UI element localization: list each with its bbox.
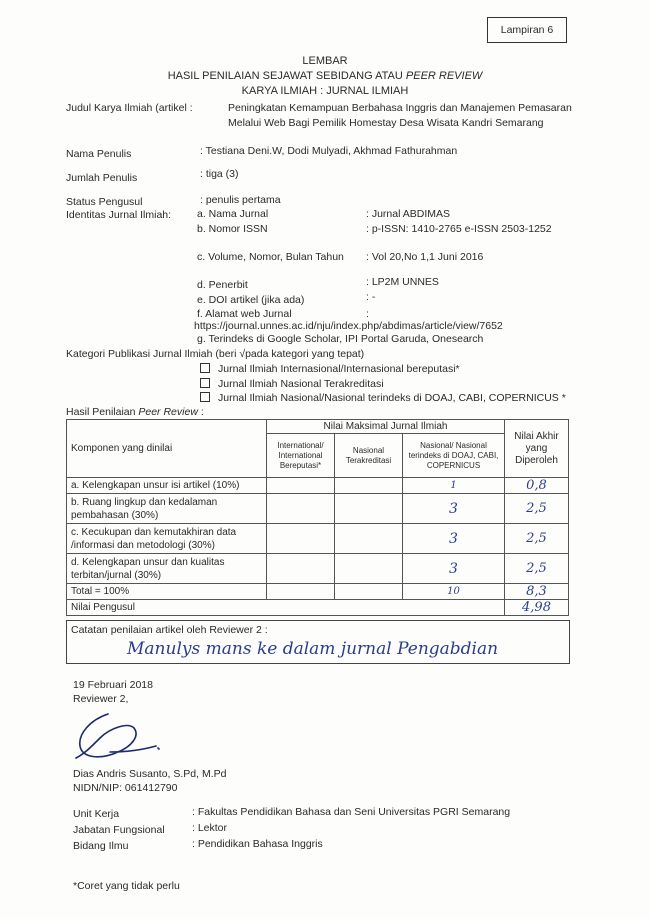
row-akhir: 0,8 [505,478,569,494]
penerbit-label: d. Penerbit [197,279,248,291]
cell-intl [267,554,335,584]
cell-nas [335,524,403,554]
table-row-pengusul [67,600,569,616]
hasil-label: Hasil Penilaian Peer Review : [66,406,204,418]
row-max: 3 [403,524,505,554]
volume-label: c. Volume, Nomor, Bulan Tahun [197,251,344,263]
row-max: 3 [403,494,505,524]
header-international: International/ International Bereputasi* [267,434,335,478]
row-label: a. Kelengkapan unsur isi artikel (10%) [67,478,267,494]
pengusul-label: Nilai Pengusul [67,600,505,616]
jumlah-penulis-value: : tiga (3) [200,168,239,180]
judul-line2: Melalui Web Bagi Pemilik Homestay Desa Wisata Kandri Semarang [228,117,544,129]
header-line2: HASIL PENILAIAN SEJAWAT SEBIDANG ATAU PEER REVIEW [167,70,483,82]
catatan-label: Catatan penilaian artikel oleh Reviewer 2 : [71,624,268,636]
checkbox-icon[interactable] [200,392,210,402]
signature-image [70,706,170,766]
jumlah-penulis-label: Jumlah Penulis [66,172,138,184]
cell-intl [267,494,335,524]
cell-nas [335,584,403,600]
pengusul-value: 4,98 [505,600,569,616]
table-row [67,554,569,584]
header-line3: KARYA ILMIAH : JURNAL ILMIAH [241,85,409,97]
header-nasional-terindeks: Nasional/ Nasional terindeks di DOAJ, CABI, COPERNICUS [403,434,505,478]
total-max: 10 [403,584,505,600]
judul-line1: Peningkatan Kemampuan Berbahasa Inggris dan Manajemen Pemasaran [228,102,572,114]
footnote: *Coret yang tidak perlu [73,880,180,892]
nama-penulis-label: Nama Penulis [66,148,132,160]
header-komponen: Komponen yang dinilai [67,420,267,478]
row-label: c. Kecukupan dan kemutakhiran data /informasi dan metodologi (30%) [67,524,267,554]
cell-nas [335,494,403,524]
volume-value: : Vol 20,No 1,1 Juni 2016 [366,251,484,263]
review-date: 19 Februari 2018 [73,679,153,691]
cell-intl [267,478,335,494]
issn-label: b. Nomor ISSN [197,223,268,235]
header-nasional-akreditasi: Nasional Terakreditasi [335,434,403,478]
doi-label: e. DOI artikel (jika ada) [197,294,305,306]
terindeks-label: g. Terindeks di Google Scholar, IPI Portal Garuda, Onesearch [197,333,484,345]
header-nilai-maks: Nilai Maksimal Jurnal Ilmiah [267,420,505,434]
reviewer-name: Dias Andris Susanto, S.Pd, M.Pd [73,768,227,780]
jabatan-label: Jabatan Fungsional [73,824,165,836]
status-label: Status Pengusul [66,196,143,208]
journal-url[interactable]: https://journal.unnes.ac.id/nju/index.php/abdimas/article/view/7652 [194,320,503,332]
judul-label: Judul Karya Ilmiah (artikel : [66,102,193,114]
nama-penulis-value: : Testiana Deni.W, Dodi Mulyadi, Akhmad Fathurahman [200,145,458,157]
checkbox-icon[interactable] [200,378,210,388]
table-row [67,494,569,524]
nama-jurnal-label: a. Nama Jurnal [197,208,269,220]
total-akhir: 8,3 [505,584,569,600]
unit-value: : Fakultas Pendidikan Bahasa dan Seni Universitas PGRI Semarang [192,806,511,818]
bidang-value: : Pendidikan Bahasa Inggris [192,838,323,850]
web-label: f. Alamat web Jurnal [197,308,292,320]
catatan-handwriting: Manulys mans ke dalam jurnal Pengabdian [127,639,499,659]
cell-nas [335,554,403,584]
table-row [67,524,569,554]
row-akhir: 2,5 [505,524,569,554]
table-row [67,478,569,494]
header-line1: LEMBAR [302,55,348,67]
row-akhir: 2,5 [505,494,569,524]
row-label: d. Kelengkapan unsur dan kualitas terbitan/jurnal (30%) [67,554,267,584]
kategori-label: Kategori Publikasi Jurnal Ilmiah (beri √pada kategori yang tepat) [66,348,365,360]
reviewer-nidn: NIDN/NIP: 061412790 [73,782,178,794]
cell-nas [335,478,403,494]
header-nilai-akhir: Nilai Akhir yang Diperoleh [505,420,569,478]
doi-value: : - [366,291,376,303]
identitas-label: Identitas Jurnal Ilmiah: [66,209,172,221]
status-value: : penulis pertama [200,194,281,206]
penerbit-value: : LP2M UNNES [366,276,439,288]
kategori-option[interactable]: Jurnal Ilmiah Nasional/Nasional terindeks di DOAJ, CABI, COPERNICUS * [200,392,566,404]
cell-intl [267,524,335,554]
reviewer-label: Reviewer 2, [73,693,129,705]
kategori-option[interactable]: Jurnal Ilmiah Internasional/Internasional bereputasi* [200,363,460,375]
catatan-box [66,620,570,664]
row-max: 1 [403,478,505,494]
row-akhir: 2,5 [505,554,569,584]
nama-jurnal-value: : Jurnal ABDIMAS [366,208,451,220]
table-row-total [67,584,569,600]
row-label: b. Ruang lingkup dan kedalaman pembahasan (30%) [67,494,267,524]
total-label: Total = 100% [67,584,267,600]
row-max: 3 [403,554,505,584]
kategori-option[interactable]: Jurnal Ilmiah Nasional Terakreditasi [200,378,384,390]
cell-intl [267,584,335,600]
checkbox-icon[interactable] [200,363,210,373]
jabatan-value: : Lektor [192,822,228,834]
issn-value: : p-ISSN: 1410-2765 e-ISSN 2503-1252 [366,223,552,235]
web-value: : [366,308,369,320]
bidang-label: Bidang Ilmu [73,840,129,852]
lampiran-box: Lampiran 6 [487,17,567,43]
unit-label: Unit Kerja [73,808,120,820]
penilaian-table [66,419,569,616]
